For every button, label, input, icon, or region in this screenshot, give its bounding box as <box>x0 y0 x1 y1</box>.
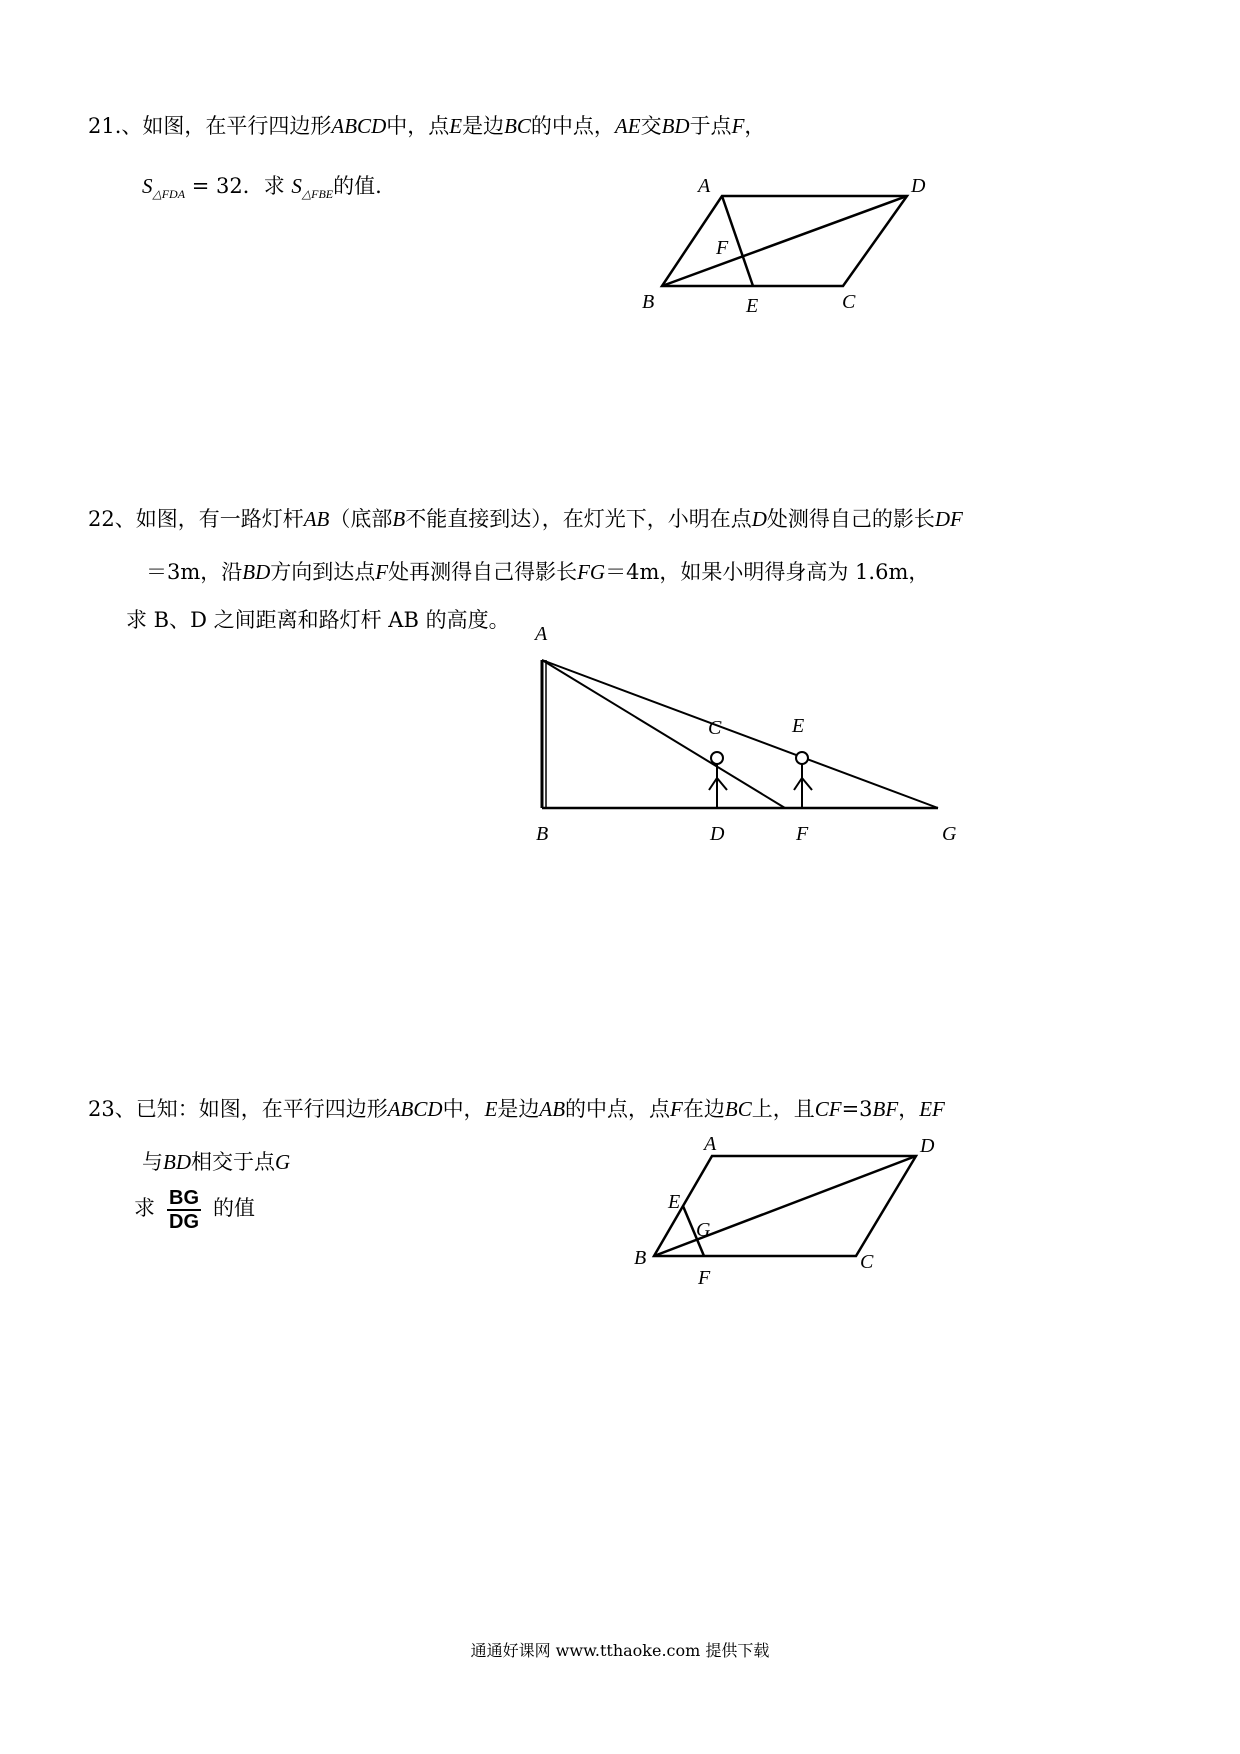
q21-diagonal-bd <box>662 196 907 286</box>
q22-light-ray-f <box>542 660 785 808</box>
q22-label-d: D <box>710 823 725 845</box>
q21-label-f: F <box>716 237 729 259</box>
q23-label-f: F <box>698 1267 711 1289</box>
q21-label-d: D <box>911 175 926 197</box>
q22-label-e: E <box>792 715 805 737</box>
q22-text: 方向到达点 <box>270 560 376 584</box>
q23-var: G <box>275 1150 291 1174</box>
q23-text: 相交于点 <box>191 1150 275 1174</box>
q21-var: AE <box>614 114 641 138</box>
q21-text: ， <box>744 114 766 138</box>
q22-label-a: A <box>535 623 548 645</box>
q23-fraction-denominator: DG <box>169 1210 199 1233</box>
q23-text: 中， <box>442 1097 485 1121</box>
q23-var: ABCD <box>387 1097 443 1121</box>
q21-text: 是边 <box>462 114 505 138</box>
q23-text: 的值 <box>213 1196 255 1220</box>
q21-text: = 32．求 <box>185 174 292 198</box>
q23-text: =3 <box>841 1097 873 1121</box>
q23-text: 在边 <box>682 1097 725 1121</box>
q21-text: 、如图，在平行四边形 <box>121 114 332 138</box>
q23-var: BC <box>724 1097 752 1121</box>
q23-text: 与 <box>142 1150 163 1174</box>
q21-var: F <box>731 114 745 138</box>
page-footer: 通通好课网 www.tthaoke.com 提供下载 <box>470 1641 770 1660</box>
q22-text: （底部 <box>329 507 393 531</box>
q23-diagonal-bd <box>654 1156 916 1256</box>
q22-text: 不能直接到达），在灯光下，小明在点 <box>405 507 752 531</box>
q23-text: ， <box>898 1097 920 1121</box>
q23-var: BD <box>163 1150 191 1174</box>
q22-person-arm <box>802 778 812 790</box>
q21-number: 21. <box>88 114 122 138</box>
q22-line2 <box>146 558 929 586</box>
q23-text: 是边 <box>497 1097 540 1121</box>
q22-text: 处测得自己的影长 <box>766 507 935 531</box>
q23-text: 23、已知：如图，在平行四边形 <box>88 1097 388 1121</box>
q21-line2 <box>142 172 382 203</box>
q21-label-a: A <box>698 175 711 197</box>
q22-var: B <box>392 507 406 531</box>
q23-var: AB <box>539 1097 566 1121</box>
q22-label-f: F <box>796 823 809 845</box>
q23-label-b: B <box>634 1247 647 1269</box>
q21-text: 的中点， <box>530 114 615 138</box>
q21-area-symbol: S <box>291 174 302 198</box>
q22-text: 处再测得自己得影长 <box>388 560 578 584</box>
q22-line1 <box>88 505 963 533</box>
q21-area-symbol: S <box>142 174 153 198</box>
q22-var: DF <box>934 507 963 531</box>
q21-label-b: B <box>642 291 655 313</box>
q23-text: 的中点，点 <box>565 1097 671 1121</box>
q22-var: FG <box>577 560 606 584</box>
q23-label-c: C <box>860 1251 874 1273</box>
q22-var: F <box>375 560 389 584</box>
q21-text: 交 <box>640 114 662 138</box>
q22-label-g: G <box>942 823 957 845</box>
q23-text: 上，且 <box>751 1097 815 1121</box>
q22-var: D <box>751 507 767 531</box>
q23-fraction-numerator: BG <box>169 1186 199 1209</box>
q21-text: 于点 <box>689 114 732 138</box>
q23-fraction <box>167 1187 201 1233</box>
q21-var: E <box>449 114 463 138</box>
q22-text: ＝4m，如果小明得身高为 1.6m， <box>605 560 930 584</box>
q21-text: 中，点 <box>386 114 450 138</box>
q23-text: 求 <box>134 1196 155 1220</box>
q23-line3 <box>134 1178 255 1238</box>
q22-person-head <box>796 752 808 764</box>
q22-person-cd <box>709 752 727 808</box>
q23-var: BF <box>872 1097 899 1121</box>
q22-figure <box>520 620 980 850</box>
q23-figure <box>628 1128 948 1298</box>
q21-label-e: E <box>746 295 759 317</box>
q22-person-arm <box>709 778 717 790</box>
q23-label-e: E <box>668 1191 681 1213</box>
q22-person-head <box>711 752 723 764</box>
q23-label-d: D <box>920 1135 935 1157</box>
q23-line1 <box>88 1095 945 1123</box>
q22-person-arm <box>717 778 727 790</box>
q22-line3: 求 B、D 之间距离和路灯杆 AB 的高度。 <box>126 608 510 632</box>
q21-var: BC <box>504 114 531 138</box>
q21-area-subscript: △FBE <box>301 187 334 201</box>
q23-var: CF <box>814 1097 842 1121</box>
q21-var: BD <box>661 114 690 138</box>
q23-label-a: A <box>704 1133 717 1155</box>
q21-area-subscript: △FDA <box>152 187 186 201</box>
q21-figure <box>630 168 950 328</box>
q21-label-c: C <box>842 291 856 313</box>
q21-line1 <box>88 112 765 140</box>
q22-person-arm <box>794 778 802 790</box>
q22-var: BD <box>242 560 271 584</box>
q22-label-c: C <box>708 717 722 739</box>
q22-text: ＝3m，沿 <box>146 560 243 584</box>
q21-var: ABCD <box>331 114 387 138</box>
q21-text: 的值. <box>333 174 382 198</box>
q23-line2 <box>142 1148 290 1176</box>
q22-var: AB <box>303 507 330 531</box>
q22-label-b: B <box>536 823 549 845</box>
q23-var: EF <box>919 1097 945 1121</box>
q22-text: 22、如图，有一路灯杆 <box>88 507 304 531</box>
q23-label-g: G <box>696 1219 711 1241</box>
q23-var: E <box>484 1097 498 1121</box>
q22-light-ray-g <box>542 660 938 808</box>
q23-var: F <box>670 1097 683 1121</box>
